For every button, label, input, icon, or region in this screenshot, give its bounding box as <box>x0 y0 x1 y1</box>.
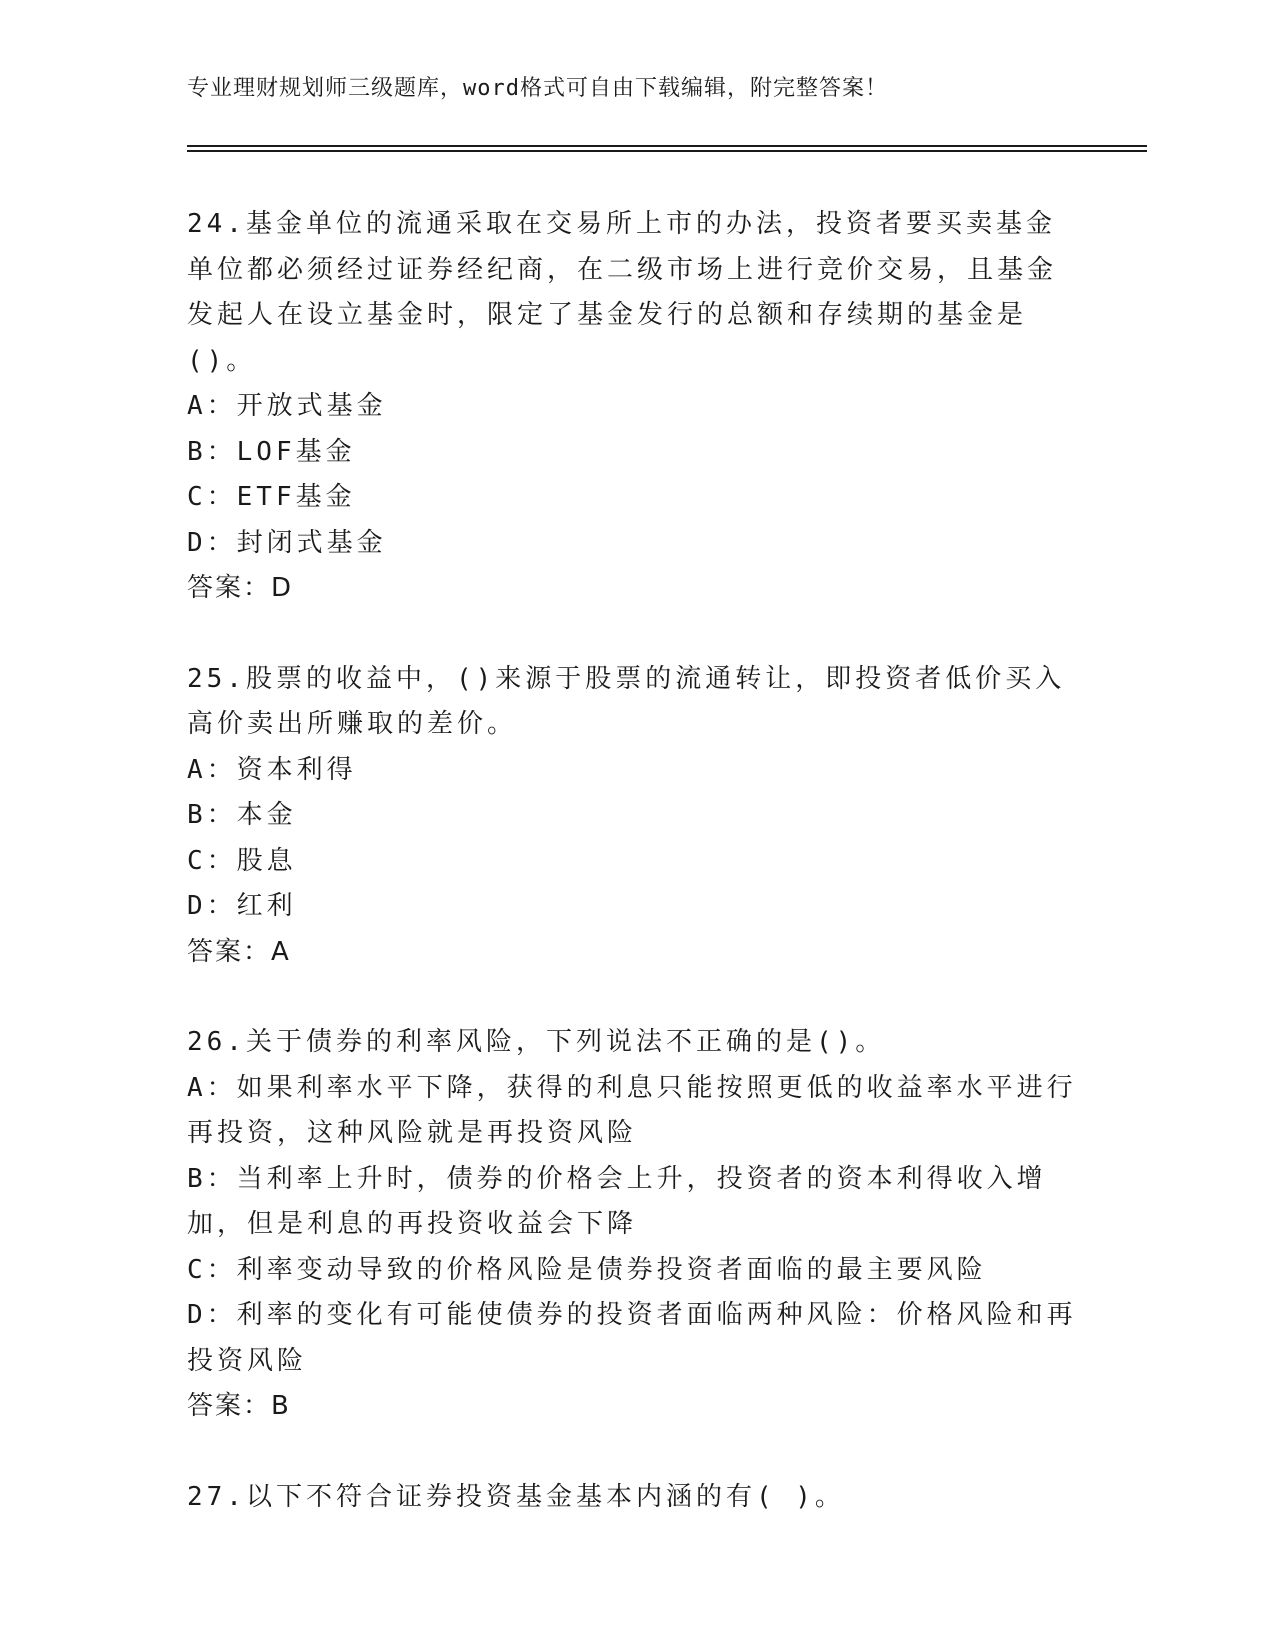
question-stem: 24.基金单位的流通采取在交易所上市的办法，投资者要买卖基金单位都必须经过证券经纪商，在二级市场上进行竞价交易，且基金发起人在设立基金时，限定了基金发行的总额和存续期的基金是()。 <box>187 209 1058 376</box>
option-d: D：红利 <box>187 891 297 921</box>
option-d: D：利率的变化有可能使债券的投资者面临两种风险：价格风险和再投资风险 <box>187 1300 1077 1376</box>
option-c: C：利率变动导致的价格风险是债券投资者面临的最主要风险 <box>187 1254 987 1285</box>
header-divider <box>187 145 1147 152</box>
question-stem: 26.关于债券的利率风险，下列说法不正确的是()。 <box>187 1027 886 1057</box>
option-b: B：本金 <box>187 800 297 830</box>
option-d: D：封闭式基金 <box>187 527 387 558</box>
answer: 答案：D <box>187 573 294 603</box>
question-25 <box>187 657 1077 976</box>
question-26 <box>187 1020 1077 1430</box>
question-27 <box>187 1475 1077 1521</box>
option-a: A：如果利率水平下降，获得的利息只能按照更低的收益率水平进行再投资，这种风险就是再投资风险 <box>187 1072 1077 1148</box>
question-24 <box>187 202 1077 612</box>
option-c: C：股息 <box>187 845 297 876</box>
option-b: B：LOF基金 <box>187 436 356 467</box>
question-stem: 25.股票的收益中，()来源于股票的流通转让，即投资者低价买入高价卖出所赚取的差价。 <box>187 663 1066 739</box>
question-stem: 27.以下不符合证券投资基金基本内涵的有( )。 <box>187 1481 845 1512</box>
question-list <box>187 202 1077 1565</box>
answer: 答案：A <box>187 936 291 967</box>
option-a: A：资本利得 <box>187 754 357 785</box>
option-a: A：开放式基金 <box>187 391 387 421</box>
answer: 答案：B <box>187 1391 291 1421</box>
option-c: C：ETF基金 <box>187 482 356 512</box>
page-header: 专业理财规划师三级题库，word格式可自由下载编辑，附完整答案！ <box>187 76 888 101</box>
option-b: B：当利率上升时，债券的价格会上升，投资者的资本利得收入增加，但是利息的再投资收益会下降 <box>187 1163 1047 1239</box>
